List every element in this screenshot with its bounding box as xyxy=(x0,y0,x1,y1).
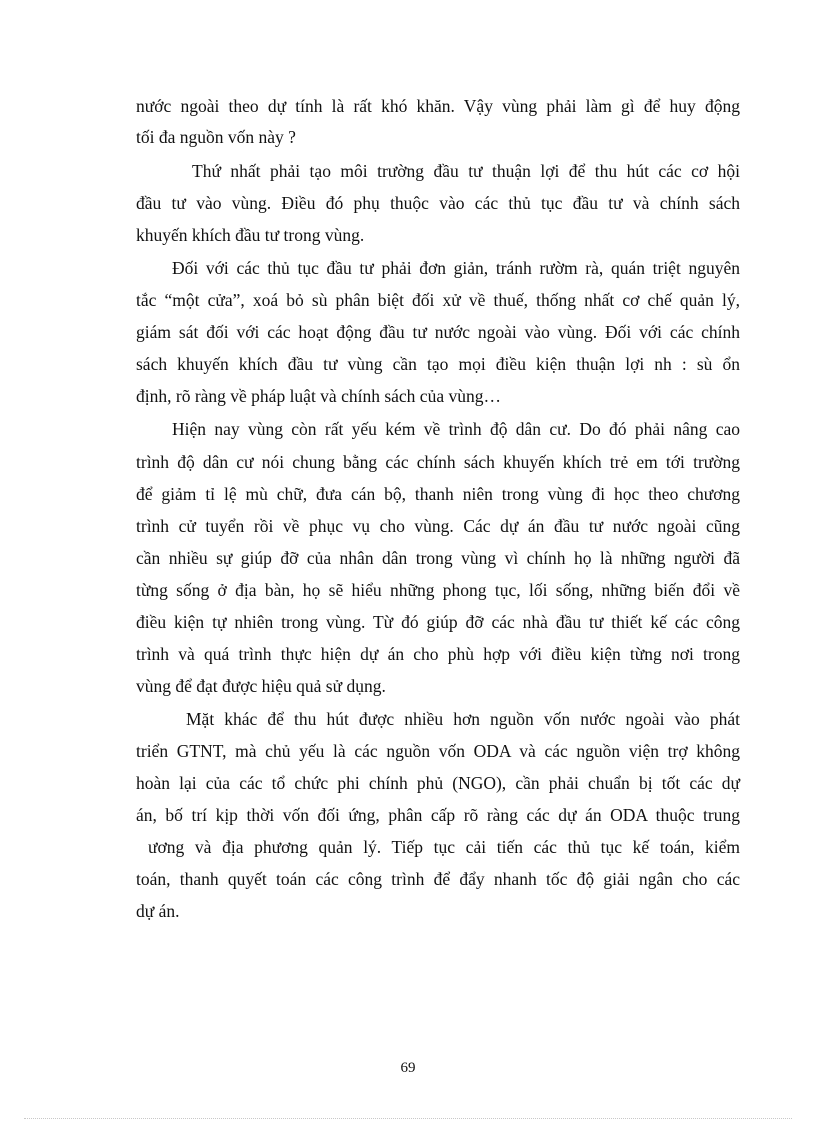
text-line: giám sát đối với các hoạt động đầu tư nước ngoài vào vùng. Đối với các chính xyxy=(136,322,740,342)
text-line: cần nhiều sự giúp đỡ của nhân dân trong vùng vì chính họ là những người đã xyxy=(136,548,740,568)
text-line: trình độ dân cư nói chung bằng các chính sách khuyến khích trẻ em tới trường xyxy=(136,452,740,472)
text-line: Hiện nay vùng còn rất yếu kém về trình độ dân cư. Do đó phải nâng cao xyxy=(172,419,740,439)
text-line: điều kiện tự nhiên trong vùng. Từ đó giúp đỡ các nhà đầu tư thiết kế các công xyxy=(136,612,740,632)
text-line: hoàn lại của các tổ chức phi chính phủ (NGO), cần phải chuẩn bị tốt các dự xyxy=(136,773,740,793)
text-line: trình cử tuyển rồi về phục vụ cho vùng. Các dự án đầu tư nước ngoài cũng xyxy=(136,516,740,536)
text-line: định, rõ ràng về pháp luật và chính sách của vùng… xyxy=(136,386,501,406)
text-line: vùng để đạt được hiệu quả sử dụng. xyxy=(136,676,386,696)
text-line: Đối với các thủ tục đầu tư phải đơn giản, tránh rườm rà, quán triệt nguyên xyxy=(172,258,740,278)
text-line: dự án. xyxy=(136,901,180,921)
text-line: Mặt khác để thu hút được nhiều hơn nguồn vốn nước ngoài vào phát xyxy=(186,709,740,729)
page-number: 69 xyxy=(400,1060,416,1076)
text-line: triển GTNT, mà chủ yếu là các nguồn vốn ODA và các nguồn viện trợ không xyxy=(136,741,740,761)
text-line: án, bố trí kịp thời vốn đối ứng, phân cấp rõ ràng các dự án ODA thuộc trung xyxy=(136,805,740,825)
text-line: trình và quá trình thực hiện dự án cho phù hợp với điều kiện từng nơi trong xyxy=(136,644,740,664)
text-line: từng sống ở địa bàn, họ sẽ hiểu những phong tục, lối sống, những biến đổi về xyxy=(136,580,740,600)
text-line: toán, thanh quyết toán các công trình để đẩy nhanh tốc độ giải ngân cho các xyxy=(136,869,740,889)
text-line: Thứ nhất phải tạo môi trường đầu tư thuận lợi để thu hút các cơ hội xyxy=(192,161,740,181)
text-line: tắc “một cửa”, xoá bỏ sù phân biệt đối xử về thuế, thống nhất cơ chế quản lý, xyxy=(136,290,740,310)
text-line: tối đa nguồn vốn này ? xyxy=(136,127,296,147)
text-line: nước ngoài theo dự tính là rất khó khăn. Vậy vùng phải làm gì để huy động xyxy=(136,96,740,116)
text-line: ương và địa phương quản lý. Tiếp tục cải tiến các thủ tục kế toán, kiểm xyxy=(148,837,740,857)
page-bottom-divider xyxy=(24,1118,792,1119)
text-line: khuyến khích đầu tư trong vùng. xyxy=(136,225,365,245)
text-line: đầu tư vào vùng. Điều đó phụ thuộc vào các thủ tục đầu tư và chính sách xyxy=(136,193,740,213)
text-line: sách khuyến khích đầu tư vùng cần tạo mọi điều kiện thuận lợi nh : sù ổn xyxy=(136,354,740,374)
text-line: để giảm tỉ lệ mù chữ, đưa cán bộ, thanh niên trong vùng đi học theo chương xyxy=(136,484,740,504)
